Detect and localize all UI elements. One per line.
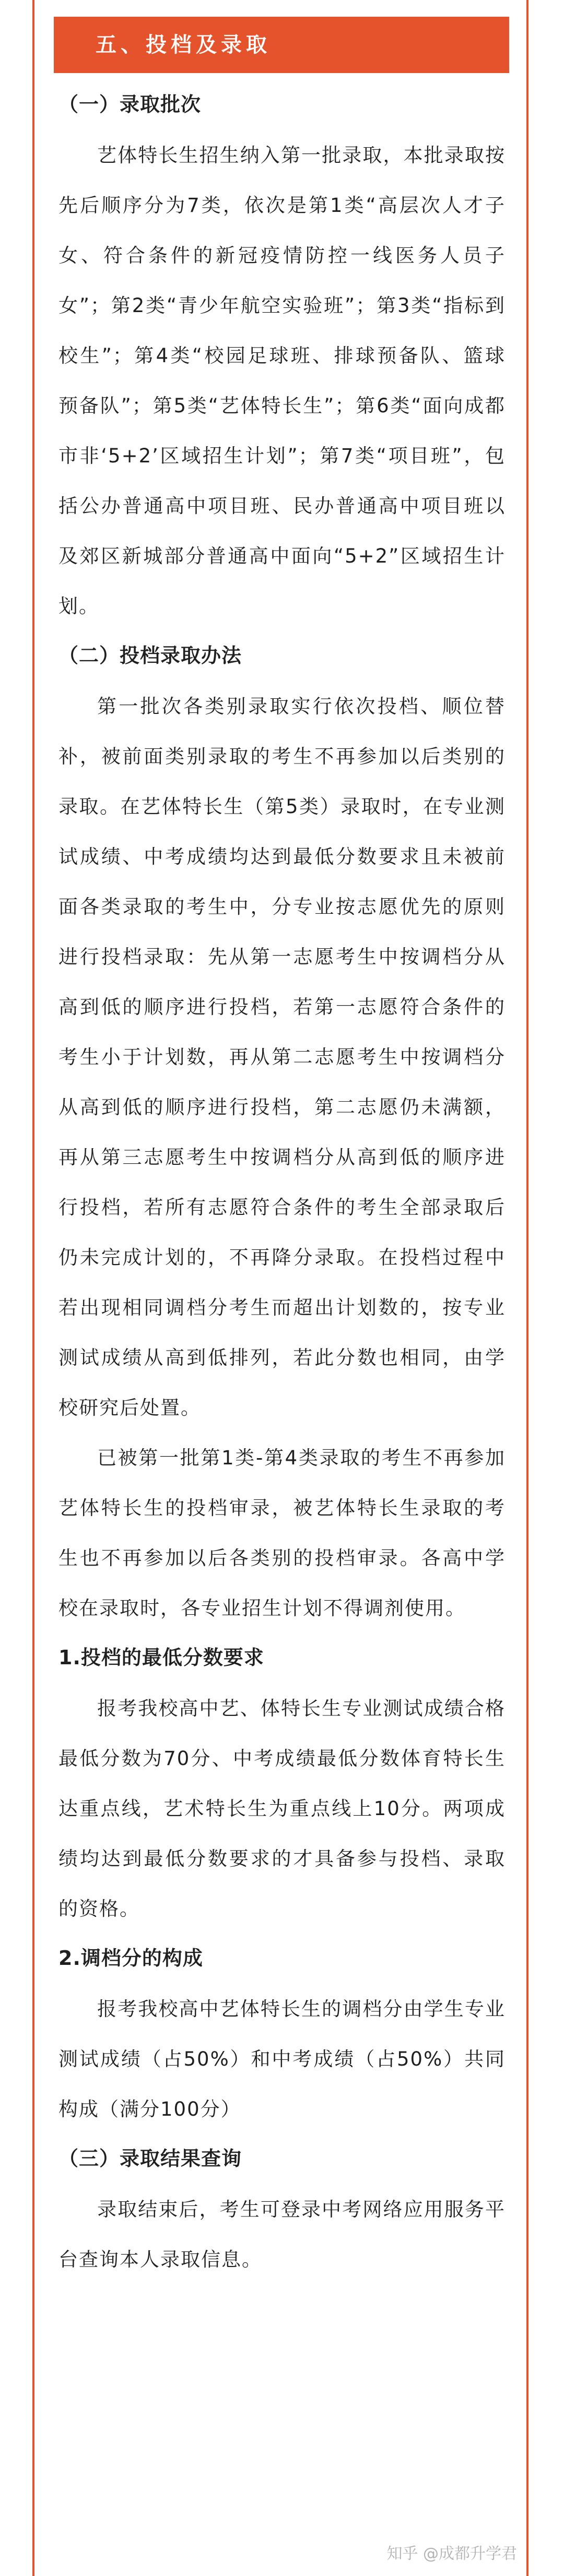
subsection-admission-batch (58, 90, 506, 631)
subsection-heading: 1.投档的最低分数要求 (58, 1646, 264, 1669)
paragraph: 已被第一批第1类-第4类录取的考生不再参加艺体特长生的投档审录，被艺体特长生录取的考生也不再参加以后各类别的投档审录。各高中学校在录取时，各专业招生计划不得调剂使用。 (58, 1447, 506, 1619)
section-title-banner (54, 17, 509, 73)
paragraph: 艺体特长生招生纳入第一批录取，本批录取按先后顺序分为7类，依次是第1类“高层次人才子女、符合条件的新冠疫情防控一线医务人员子女”；第2类“青少年航空实验班”；第3类“指标到校生”；第4类“校园足球班、排球预备队、篮球 预备队”；第5类“艺体特长生”；第6类“面向成都市非‘5+2’区域招生计划”；第7类“项目班”，包括公办普通高中项目班、民办普通高中项目班以及郊区新城部分普通高中面向“5+2”区域招生计划。 (58, 144, 506, 617)
watermark: 知乎 @成都升学君 (386, 2545, 517, 2563)
subsection-admission-method (58, 641, 506, 1633)
subsection-result-query (58, 2144, 506, 2285)
subsection-score-composition (58, 1943, 506, 2134)
paragraph: 报考我校高中艺体特长生的调档分由学生专业测试成绩（占50%）和中考成绩（占50%）共同构成（满分100分） (58, 1998, 506, 2120)
paragraph: 报考我校高中艺、体特长生专业测试成绩合格最低分数为70分、中考成绩最低分数体育特长生达重点线，艺术特长生为重点线上10分。两项成绩均达到最低分数要求的才具备参与投档、录取的资格。 (58, 1697, 506, 1920)
paragraph: 录取结束后，考生可登录中考网络应用服务平台查询本人录取信息。 (58, 2198, 506, 2271)
subsection-minimum-score (58, 1643, 506, 1934)
paragraph: 第一批次各类别录取实行依次投档、顺位替补，被前面类别录取的考生不再参加以后类别的录取。在艺体特长生（第5类）录取时，在专业测试成绩、中考成绩均达到最低分数要求且未被前面各类录取的考生中，分专业按志愿优先的原则进行投档录取：先从第一志愿考生中按调档分从高到低的顺序进行投档，若第一志愿符合条件的考生小于计划数，再从第二志愿考生中按调档分从高到低的顺序进行投档，第二志愿仍未满额，再从第三志愿考生中按调档分从高到低的顺序进行投档，若所有志愿符合条件的考生全部录取后仍未完成计划的，不再降分录取。在投档过程中若出现相同调档分考生而超出计划数的，按专业测试成绩从高到低排列，若此分数也相同，由学校研究后处置。 (58, 695, 506, 1419)
subsection-heading: （一）录取批次 (58, 93, 202, 116)
subsection-heading: 2.调档分的构成 (58, 1947, 203, 1970)
subsection-heading: （三）录取结果查询 (58, 2147, 242, 2170)
subsection-heading: （二）投档录取办法 (58, 644, 242, 667)
article-body (58, 90, 506, 2285)
section-title: 五、投档及录取 (96, 33, 271, 57)
